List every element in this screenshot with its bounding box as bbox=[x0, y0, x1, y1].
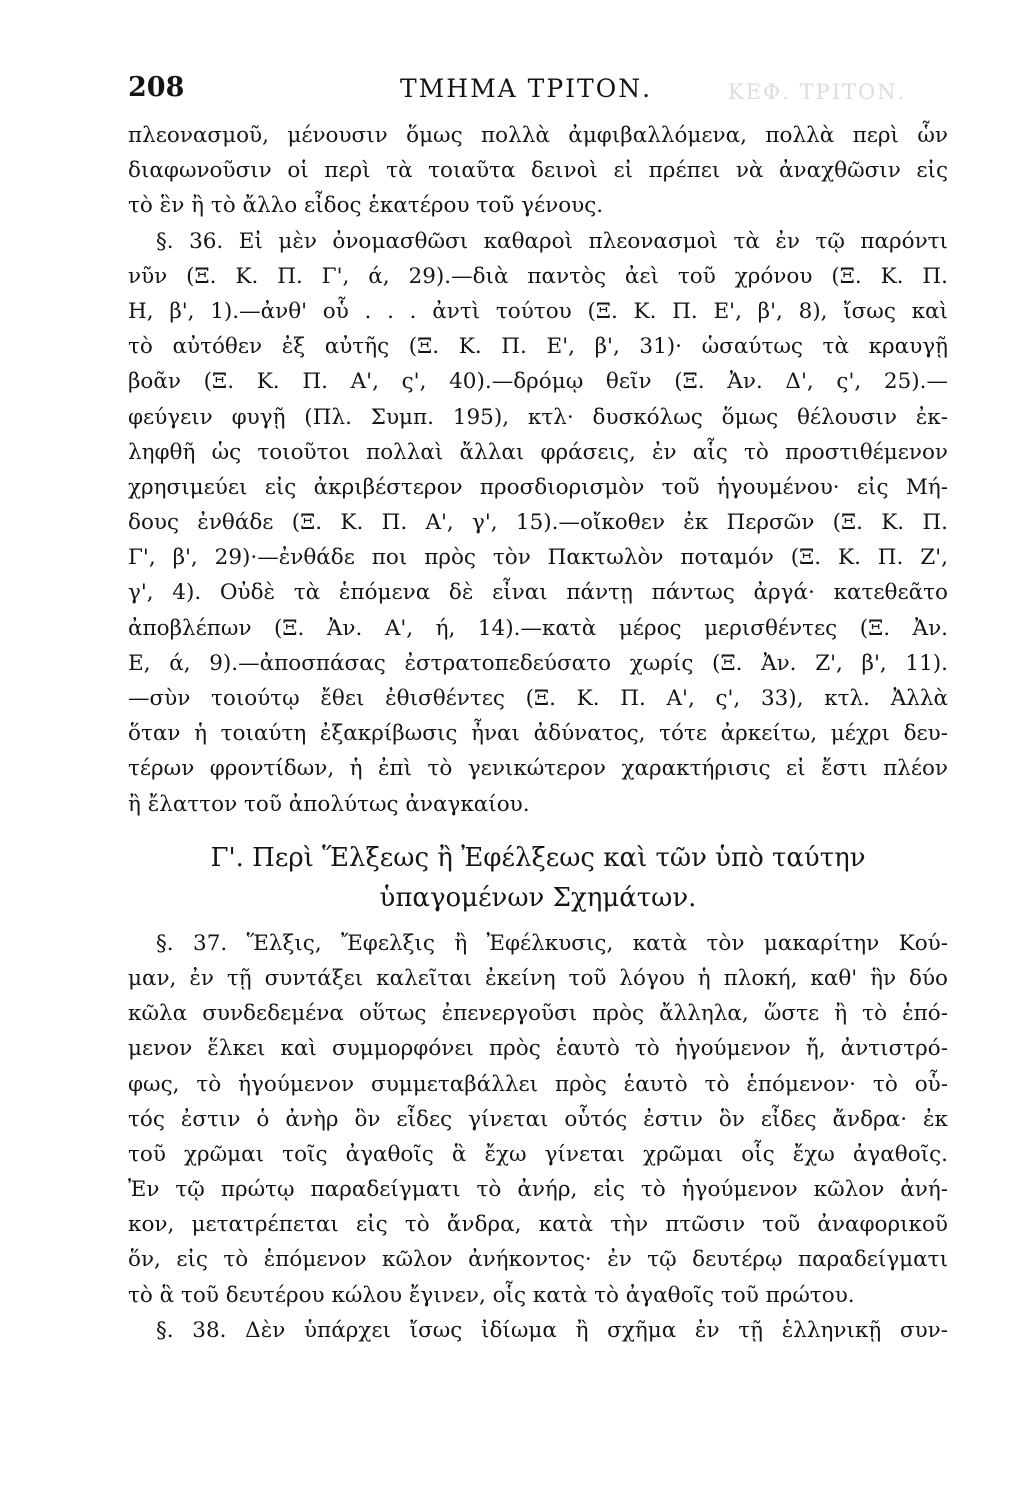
text-line: §. 37. Ἕλξις, Ἔφελξις ἢ Ἐφέλκυσις, κατὰ τὸν μακαρίτην Κού- bbox=[156, 930, 948, 956]
text-line: τός ἐστιν ὁ ἀνὴρ ὃν εἶδες γίνεται οὗτός ἐστιν ὃν εἶδες ἄνδρα· ἐκ bbox=[128, 1106, 948, 1132]
text-line: §. 36. Εἰ μὲν ὀνομασθῶσι καθαροὶ πλεονασμοὶ τὰ ἐν τῷ παρόντι bbox=[156, 228, 948, 254]
text-line: §. 38. Δὲν ὑπάρχει ἴσως ἰδίωμα ἢ σχῆμα ἐν τῇ ἑλληνικῇ συν- bbox=[156, 1317, 948, 1343]
text-line: κῶλα συνδεδεμένα οὕτως ἐπενεργοῦσι πρὸς ἄλληλα, ὥστε ἢ τὸ ἑπό- bbox=[128, 1001, 948, 1027]
paragraph-section-37 bbox=[128, 926, 948, 1313]
text-line: τὸ ἓν ἢ τὸ ἄλλο εἶδος ἑκατέρου τοῦ γένους. bbox=[128, 193, 604, 219]
paragraph bbox=[128, 118, 948, 224]
paragraph-section-38 bbox=[128, 1313, 948, 1348]
text-line: ἀποβλέπων (Ξ. Ἀν. Α', ή, 14).—κατὰ μέρος μερισθέντες (Ξ. Ἀν. bbox=[128, 615, 948, 641]
text-line: χρησιμεύει εἰς ἀκριβέστερον προσδιορισμὸν τοῦ ἡγουμένου· εἰς Μή- bbox=[128, 474, 948, 500]
page-header bbox=[128, 72, 936, 112]
body-text bbox=[128, 118, 948, 1348]
show-through-running-head: ΚΕΦ. ΤΡΙΤΟΝ. bbox=[728, 80, 907, 104]
text-line: μαν, ἐν τῇ συντάξει καλεῖται ἐκείνη τοῦ λόγου ἡ πλοκή, καθ' ἣν δύο bbox=[128, 965, 948, 991]
text-line: βοᾶν (Ξ. Κ. Π. Α', ς', 40).—δρόμῳ θεῖν (Ξ. Ἀν. Δ', ς', 25).— bbox=[128, 369, 948, 395]
text-line: ἢ ἔλαττον τοῦ ἀπολύτως ἀναγκαίου. bbox=[128, 791, 530, 817]
text-line: —σὺν τοιούτῳ ἔθει ἐθισθέντες (Ξ. Κ. Π. Α', ς', 33), κτλ. Ἀλλὰ bbox=[128, 686, 948, 711]
text-line: γ', 4). Οὐδὲ τὰ ἑπόμενα δὲ εἶναι πάντῃ πάντως ἀργά· κατεθεᾶτο bbox=[128, 580, 948, 606]
text-line: φεύγειν φυγῇ (Πλ. Συμπ. 195), κτλ· δυσκόλως ὅμως θέλουσιν ἐκ- bbox=[128, 404, 948, 430]
page-number: 208 bbox=[128, 72, 185, 103]
section-heading-line-1: Γ'. Περὶ Ἕλξεως ἢ Ἐφέλξεως καὶ τῶν ὑπὸ ταύτην bbox=[210, 842, 866, 873]
text-line: νῦν (Ξ. Κ. Π. Γ', ά, 29).—διὰ παντὸς ἀεὶ τοῦ χρόνου (Ξ. Κ. Π. bbox=[128, 263, 948, 289]
text-line: τὸ αὐτόθεν ἐξ αὐτῆς (Ξ. Κ. Π. Ε', β', 31)· ὡσαύτως τὰ κραυγῇ bbox=[128, 334, 948, 360]
paragraph-section-36 bbox=[128, 224, 948, 822]
text-line: μενον ἕλκει καὶ συμμορφόνει πρὸς ἑαυτὸ τὸ ἡγούμενον ἤ, ἀντιστρό- bbox=[128, 1036, 948, 1062]
text-line: ὅν, εἰς τὸ ἑπόμενον κῶλον ἀνήκοντος· ἐν τῷ δευτέρῳ παραδείγματι bbox=[128, 1247, 948, 1273]
text-line: πλεονασμοῦ, μένουσιν ὅμως πολλὰ ἀμφιβαλλόμενα, πολλὰ περὶ ὧν bbox=[128, 123, 948, 148]
text-line: Γ', β', 29)·—ἐνθάδε ποι πρὸς τὸν Πακτωλὸν ποταμόν (Ξ. Κ. Π. Ζ', bbox=[128, 545, 948, 571]
text-line: δους ἐνθάδε (Ξ. Κ. Π. Α', γ', 15).—οἴκοθεν ἐκ Περσῶν (Ξ. Κ. Π. bbox=[128, 510, 948, 536]
text-line: τὸ ἃ τοῦ δευτέρου κώλου ἔγινεν, οἷς κατὰ τὸ ἀγαθοῖς τοῦ πρώτου. bbox=[128, 1282, 855, 1308]
text-line: ὅταν ἡ τοιαύτη ἐξακρίβωσις ἦναι ἀδύνατος, τότε ἀρκείτω, μέχρι δευ- bbox=[128, 721, 948, 747]
text-line: Ε, ά, 9).—ἀποσπάσας ἐστρατοπεδεύσατο χωρίς (Ξ. Ἀν. Ζ', β', 11). bbox=[128, 650, 948, 676]
text-line: Ἐν τῷ πρώτῳ παραδείγματι τὸ ἀνήρ, εἰς τὸ ἡγούμενον κῶλον ἀνή- bbox=[128, 1177, 948, 1203]
text-line: τέρων φροντίδων, ἡ ἐπὶ τὸ γενικώτερον χαρακτήρισις εἰ ἔστι πλέον bbox=[128, 756, 948, 782]
text-line: διαφωνοῦσιν οἱ περὶ τὰ τοιαῦτα δεινοὶ εἰ πρέπει νὰ ἀναχθῶσιν εἰς bbox=[128, 158, 948, 184]
text-line: φως, τὸ ἡγούμενον συμμεταβάλλει πρὸς ἑαυτὸ τὸ ἑπόμενον· τὸ οὗ- bbox=[128, 1071, 948, 1097]
text-line: Η, β', 1).—ἀνθ' οὗ . . . ἀντὶ τούτου (Ξ. Κ. Π. Ε', β', 8), ἴσως καὶ bbox=[128, 298, 948, 324]
text-line: τοῦ χρῶμαι τοῖς ἀγαθοῖς ἃ ἔχω γίνεται χρῶμαι οἷς ἔχω ἀγαθοῖς. bbox=[128, 1141, 948, 1167]
running-title: ΤΜΗΜΑ ΤΡΙΤΟΝ. bbox=[400, 74, 653, 103]
text-line: ληφθῆ ὡς τοιοῦτοι πολλαὶ ἄλλαι φράσεις, ἐν αἷς τὸ προστιθέμενον bbox=[128, 439, 948, 465]
section-heading-line-2: ὑπαγομένων Σχημάτων. bbox=[379, 882, 697, 913]
text-line: κον, μετατρέπεται εἰς τὸ ἄνδρα, κατὰ τὴν πτῶσιν τοῦ ἀναφορικοῦ bbox=[128, 1212, 948, 1238]
